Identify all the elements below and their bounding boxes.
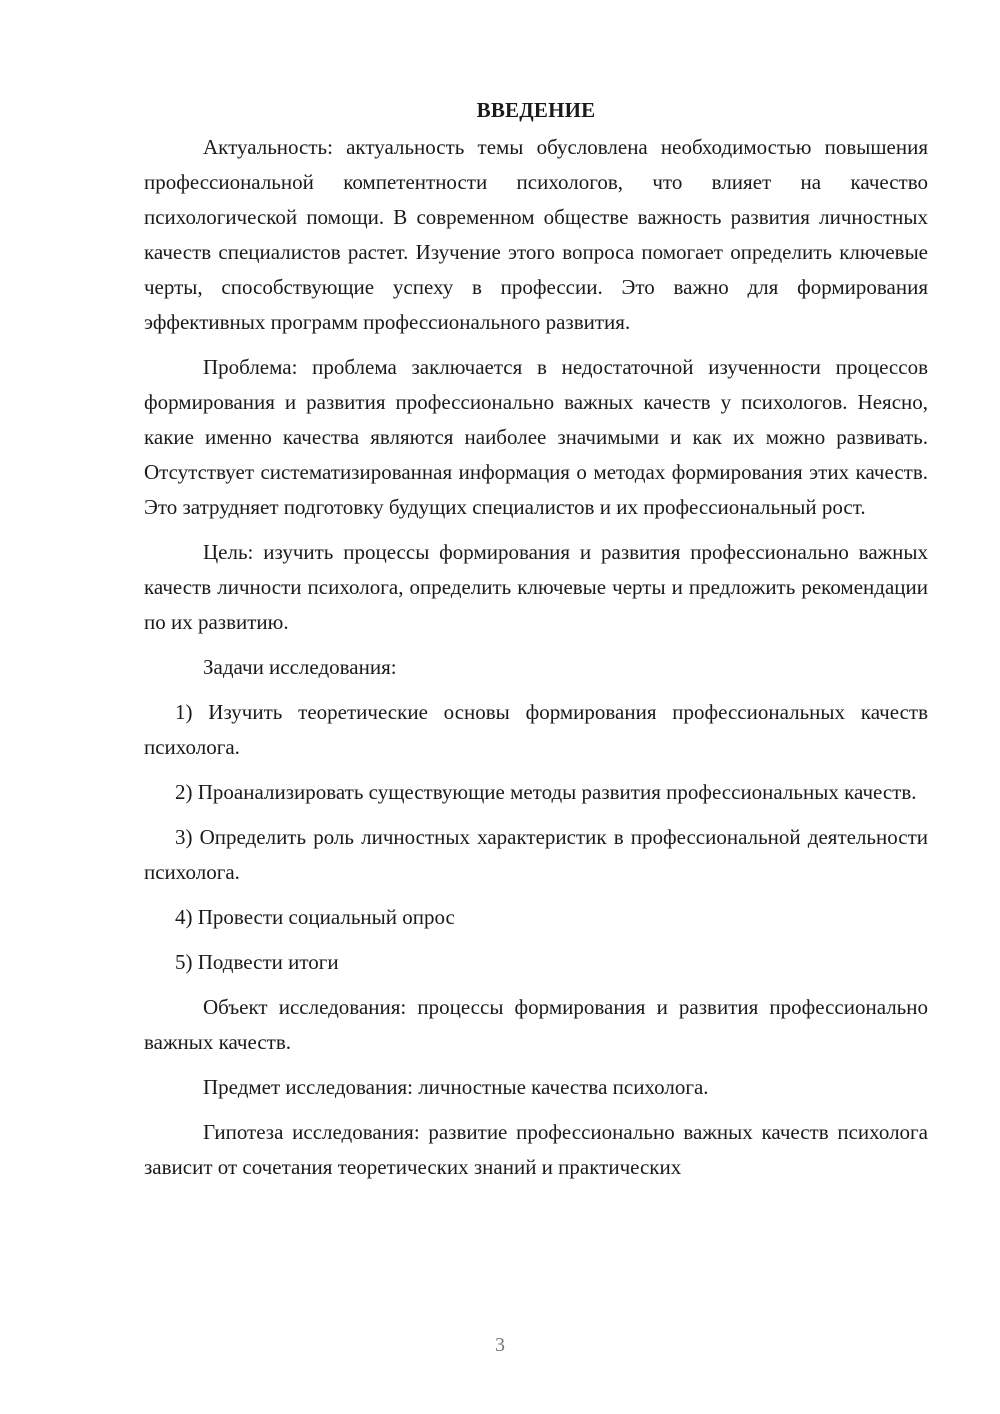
paragraph-hypothesis: Гипотеза исследования: развитие профессионально важных качеств психолога зависит от сочетания теоретических знаний и практических (144, 1120, 928, 1179)
paragraph-problem: Проблема: проблема заключается в недостаточной изученности процессов формирования и развития профессионально важных качеств у психологов. Неясно, какие именно качества являются наиболее значимыми и как их можно развивать. Отсутствует систематизированная информация о методах формирования этих качеств. Это затрудняет подготовку будущих специалистов и их профессиональный рост. (144, 355, 928, 519)
page-number: 3 (495, 1334, 505, 1356)
paragraph-goal: Цель: изучить процессы формирования и развития профессионально важных качеств личности психолога, определить ключевые черты и предложить рекомендации по их развитию. (144, 540, 928, 634)
task-item-2: 2) Проанализировать существующие методы развития профессиональных качеств. (175, 780, 917, 804)
task-item-4: 4) Провести социальный опрос (175, 905, 455, 929)
task-item-5: 5) Подвести итоги (175, 950, 339, 974)
section-title: ВВЕДЕНИЕ (476, 98, 596, 122)
document-page (144, 96, 928, 1296)
paragraph-relevance: Актуальность: актуальность темы обусловлена необходимостью повышения профессиональной компетентности психологов, что влияет на качество психологической помощи. В современном обществе важность развития личностных качеств специалистов растет. Изучение этого вопроса помогает определить ключевые черты, способствующие успеху в профессии. Это важно для формирования эффективных программ профессионального развития. (144, 135, 928, 334)
paragraph-object: Объект исследования: процессы формирования и развития профессионально важных качеств. (144, 995, 928, 1054)
paragraph-subject: Предмет исследования: личностные качества психолога. (203, 1075, 709, 1099)
paragraph-tasks-heading: Задачи исследования: (203, 655, 397, 679)
task-item-3: 3) Определить роль личностных характеристик в профессиональной деятельности психолога. (144, 825, 928, 884)
task-item-1: 1) Изучить теоретические основы формирования профессиональных качеств психолога. (144, 700, 928, 759)
